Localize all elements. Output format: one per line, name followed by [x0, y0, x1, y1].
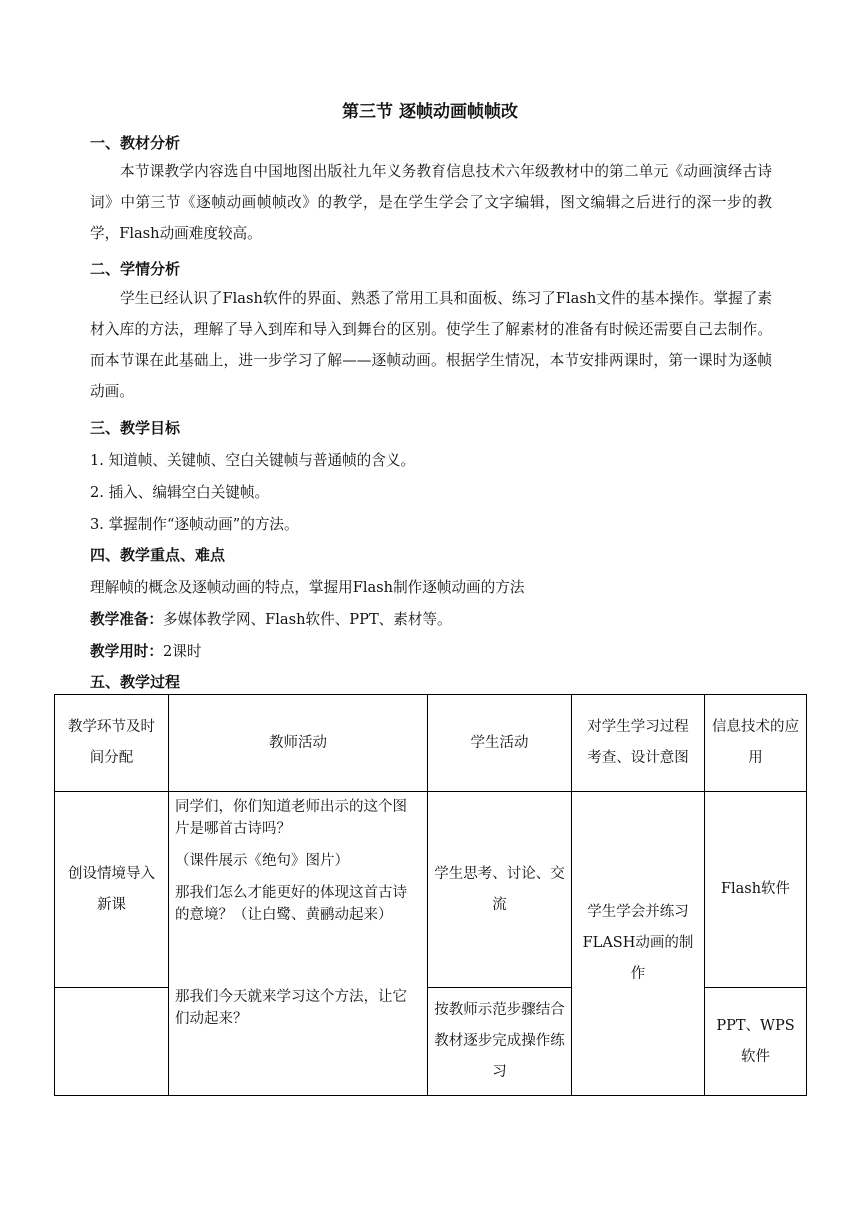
- teaching-preparation: [90, 608, 452, 629]
- header-design-intent: [572, 695, 705, 792]
- teacher-activity-p1: 同学们，你们知道老师出示的这个图片是哪首古诗吗？: [175, 799, 407, 837]
- header-teacher-activity: 教师活动: [169, 695, 428, 792]
- section-heading-teaching-process: 五、教学过程: [90, 673, 181, 691]
- teaching-process-table: [54, 694, 807, 1096]
- goal-item-3: 3. 掌握制作“逐帧动画”的方法。: [90, 516, 299, 533]
- table-header-row: [55, 695, 807, 792]
- stage-cell-empty: [55, 988, 169, 1096]
- teacher-activity-p3: 那我们怎么才能更好的体现这首古诗的意境？（让白鹭、黄鹂动起来）: [175, 885, 407, 923]
- goal-item-2: 2. 插入、编辑空白关键帧。: [90, 484, 270, 501]
- header-design-intent-line1: 对学生学习过程: [587, 719, 689, 735]
- key-points-text: 理解帧的概念及逐帧动画的特点，掌握用Flash制作逐帧动画的方法: [90, 579, 525, 596]
- table-row: [55, 792, 807, 988]
- teacher-activity-cell: [169, 792, 428, 1096]
- teacher-activity-p2: （课件展示《绝句》图片）: [175, 853, 349, 869]
- header-student-activity: 学生活动: [428, 695, 572, 792]
- goal-item-1: 1. 知道帧、关键帧、空白关键帧与普通帧的含义。: [90, 452, 416, 469]
- textbook-analysis-paragraph: 本节课教学内容选自中国地图出版社九年义务教育信息技术六年级教材中的第二单元《动画演绎古诗词》中第三节《逐帧动画帧帧改》的教学，是在学生学会了文字编辑，图文编辑之后进行的深一步的教学，Flash动画难度较高。: [90, 163, 772, 242]
- tech-application-cell-2: PPT、WPS软件: [705, 988, 807, 1096]
- section-heading-key-points: 四、教学重点、难点: [90, 546, 226, 564]
- section-heading-textbook-analysis: 一、教材分析: [90, 134, 181, 152]
- teaching-duration: [90, 640, 201, 661]
- stage-cell: 创设情境导入新课: [55, 792, 169, 988]
- prep-text: 多媒体教学网、Flash软件、PPT、素材等。: [162, 611, 452, 628]
- page-title: 第三节 逐帧动画帧帧改: [342, 102, 518, 122]
- prep-label: 教学准备：: [90, 611, 163, 628]
- tech-application-cell: Flash软件: [705, 792, 807, 988]
- design-intent-cell: 学生学会并练习FLASH动画的制作: [572, 792, 705, 1096]
- header-tech-application: 信息技术的应用: [705, 695, 807, 792]
- header-design-intent-line2: 考查、设计意图: [587, 750, 689, 766]
- header-stage-time: 教学环节及时间分配: [55, 695, 169, 792]
- teacher-activity-p4: 那我们今天就来学习这个方法，让它们动起来？: [175, 989, 407, 1027]
- student-activity-cell-2: 按教师示范步骤结合教材逐步完成操作练习: [428, 988, 572, 1096]
- time-label: 教学用时：: [90, 643, 163, 660]
- section-heading-teaching-goals: 三、教学目标: [90, 419, 181, 437]
- time-text: 2课时: [162, 643, 202, 660]
- student-analysis-paragraph: 学生已经认识了Flash软件的界面、熟悉了常用工具和面板、练习了Flash文件的基本操作。掌握了素材入库的方法，理解了导入到库和导入到舞台的区别。使学生了解素材的准备有时候还需要自己去制作。而本节课在此基础上，进一步学习了解——逐帧动画。根据学生情况，本节安排两课时，第一课时为逐帧动画。: [90, 290, 772, 400]
- section-heading-student-analysis: 二、学情分析: [90, 260, 181, 278]
- student-activity-cell: 学生思考、讨论、交流: [428, 792, 572, 988]
